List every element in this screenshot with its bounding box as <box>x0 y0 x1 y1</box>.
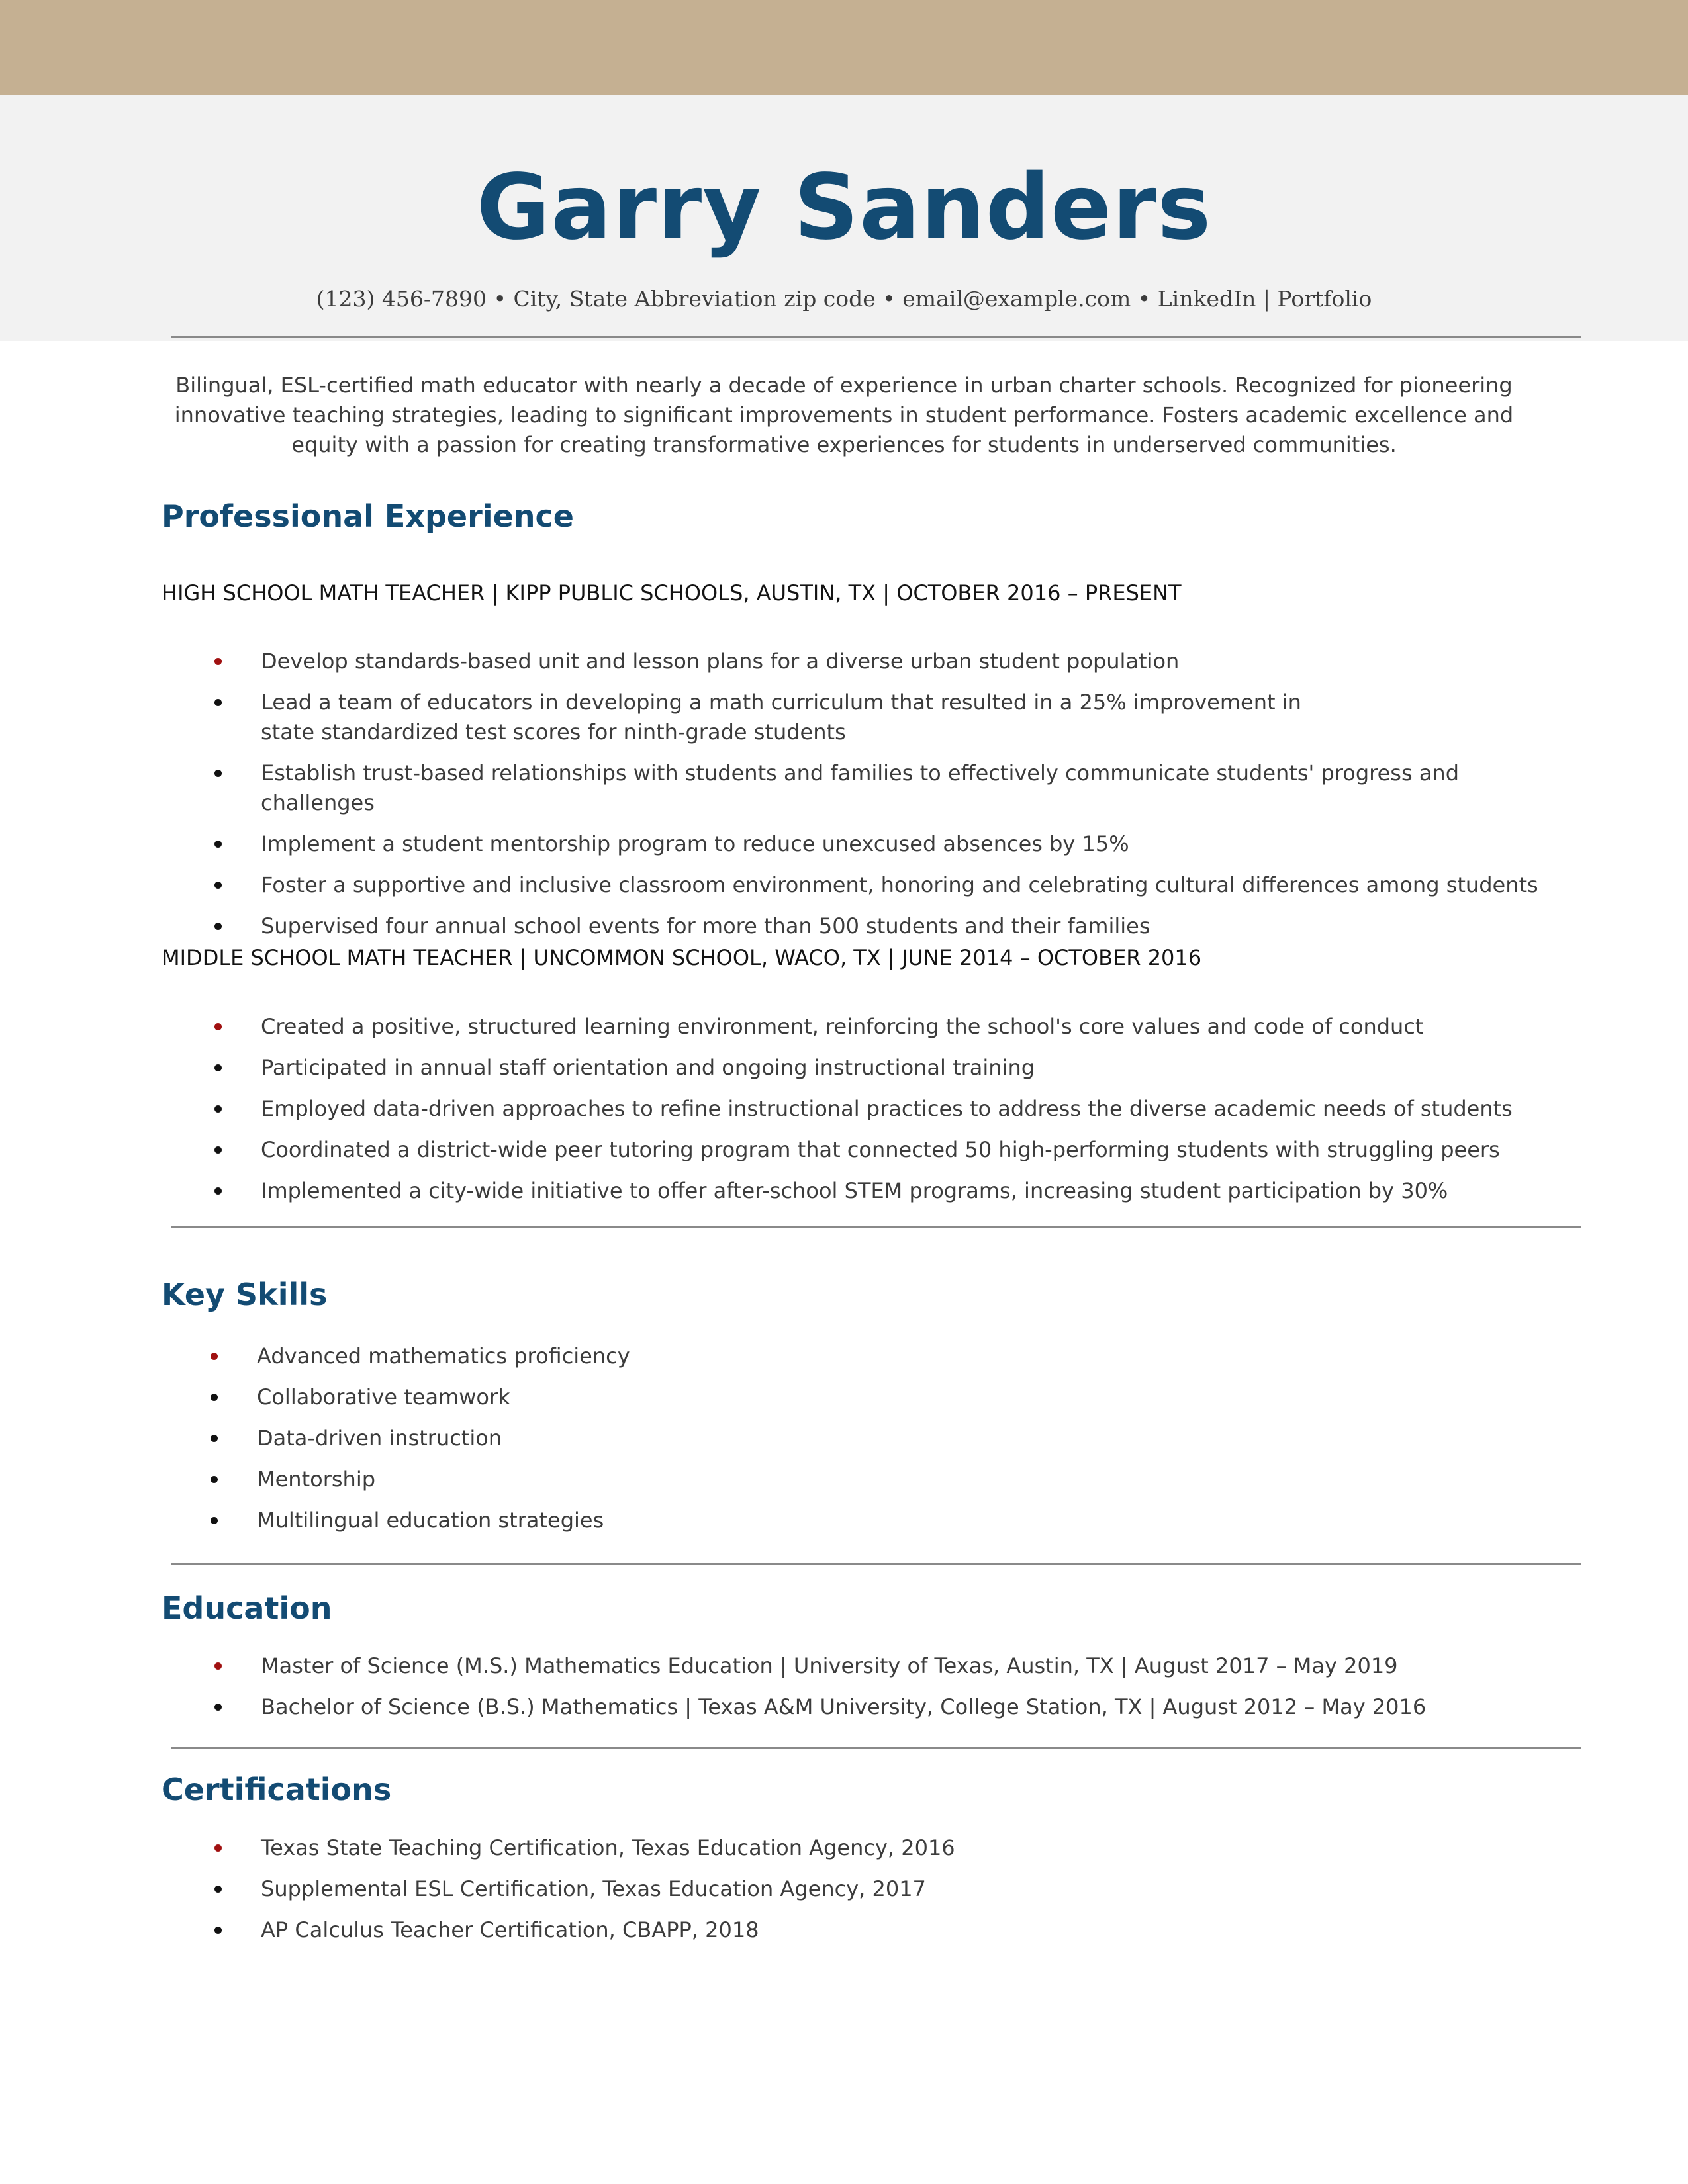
bullet-icon <box>214 1844 222 1852</box>
bullet-icon <box>214 841 222 848</box>
list-item: Bachelor of Science (B.S.) Mathematics | Texas A&M University, College Station, TX | August 2012 – May 2016 <box>261 1692 1558 1722</box>
experience-heading: Professional Experience <box>162 498 574 534</box>
bullet-icon <box>214 1064 222 1071</box>
divider-header <box>171 336 1581 338</box>
summary-paragraph: Bilingual, ESL-certified math educator with nearly a decade of experience in urban charter schools. Recognized for pioneering innovative teaching strategies, leading to significant improvements in student performance. Fosters academic excellence and equity with a passion for creating transformative experiences for students in underserved communities. <box>174 373 1514 457</box>
bullet-icon <box>211 1476 218 1483</box>
list-item: Supervised four annual school events for more than 500 students and their families <box>261 911 1558 941</box>
list-item: Implement a student mentorship program to reduce unexcused absences by 15% <box>261 829 1558 859</box>
bullet-icon <box>211 1353 218 1360</box>
list-item: Supplemental ESL Certification, Texas Education Agency, 2017 <box>261 1874 1558 1904</box>
job-2-bullets <box>261 1012 1558 1206</box>
bullet-icon <box>211 1517 218 1524</box>
bullet-icon <box>214 923 222 930</box>
bullet-icon <box>214 1187 222 1195</box>
divider-experience <box>171 1226 1581 1228</box>
bullet-icon <box>214 1886 222 1893</box>
bullet-icon <box>214 658 222 665</box>
bullet-icon <box>214 882 222 889</box>
accent-band <box>0 0 1688 95</box>
list-item: Employed data-driven approaches to refine instructional practices to address the diverse academic needs of students <box>261 1094 1558 1124</box>
job-title-2: MIDDLE SCHOOL MATH TEACHER | UNCOMMON SCHOOL, WACO, TX | JUNE 2014 – OCTOBER 2016 <box>162 945 1202 970</box>
bullet-icon <box>211 1435 218 1442</box>
list-item: Mentorship <box>257 1465 1515 1494</box>
job-1-bullets <box>261 647 1558 941</box>
job-title-1: HIGH SCHOOL MATH TEACHER | KIPP PUBLIC SCHOOLS, AUSTIN, TX | OCTOBER 2016 – PRESENT <box>162 580 1182 606</box>
education-heading: Education <box>162 1590 332 1626</box>
list-item: Coordinated a district-wide peer tutoring program that connected 50 high-performing students with struggling peers <box>261 1135 1558 1165</box>
bullet-icon <box>214 699 222 706</box>
list-item: Data-driven instruction <box>257 1424 1515 1453</box>
list-item: Texas State Teaching Certification, Texas Education Agency, 2016 <box>261 1833 1558 1863</box>
list-item: AP Calculus Teacher Certification, CBAPP, 2018 <box>261 1915 1558 1945</box>
bullet-icon <box>211 1394 218 1401</box>
bullet-icon <box>214 1146 222 1154</box>
certifications-list <box>261 1833 1558 1945</box>
skills-heading: Key Skills <box>162 1277 328 1312</box>
candidate-name: Garry Sanders <box>476 156 1212 260</box>
contact-line: (123) 456-7890 • City, State Abbreviation zip code • email@example.com • LinkedIn | Portfolio <box>316 286 1372 312</box>
bullet-icon <box>214 1927 222 1934</box>
certifications-heading: Certifications <box>162 1772 392 1807</box>
bullet-icon <box>214 1662 222 1670</box>
list-item: Created a positive, structured learning environment, reinforcing the school's core values and code of conduct <box>261 1012 1558 1042</box>
bullet-icon <box>214 1023 222 1030</box>
list-item: Multilingual education strategies <box>257 1506 1515 1535</box>
bullet-icon <box>214 1105 222 1113</box>
divider-education <box>171 1747 1581 1749</box>
list-item: Implemented a city-wide initiative to offer after-school STEM programs, increasing student participation by 30% <box>261 1176 1558 1206</box>
list-item: Establish trust-based relationships with students and families to effectively communicate students' progress and challenges <box>261 758 1558 818</box>
divider-skills <box>171 1563 1581 1565</box>
bullet-icon <box>214 1704 222 1711</box>
education-list <box>261 1651 1558 1722</box>
list-item: Advanced mathematics proficiency <box>257 1342 1515 1371</box>
bullet-icon <box>214 770 222 777</box>
list-item: Foster a supportive and inclusive classroom environment, honoring and celebrating cultural differences among students <box>261 870 1558 900</box>
list-item: Develop standards-based unit and lesson plans for a diverse urban student population <box>261 647 1558 676</box>
list-item: Collaborative teamwork <box>257 1383 1515 1412</box>
list-item: Master of Science (M.S.) Mathematics Education | University of Texas, Austin, TX | August 2017 – May 2019 <box>261 1651 1558 1681</box>
list-item: Participated in annual staff orientation and ongoing instructional training <box>261 1053 1558 1083</box>
skills-list <box>257 1342 1515 1535</box>
list-item: Lead a team of educators in developing a math curriculum that resulted in a 25% improvement in state standardized test scores for ninth-grade students <box>261 688 1346 747</box>
